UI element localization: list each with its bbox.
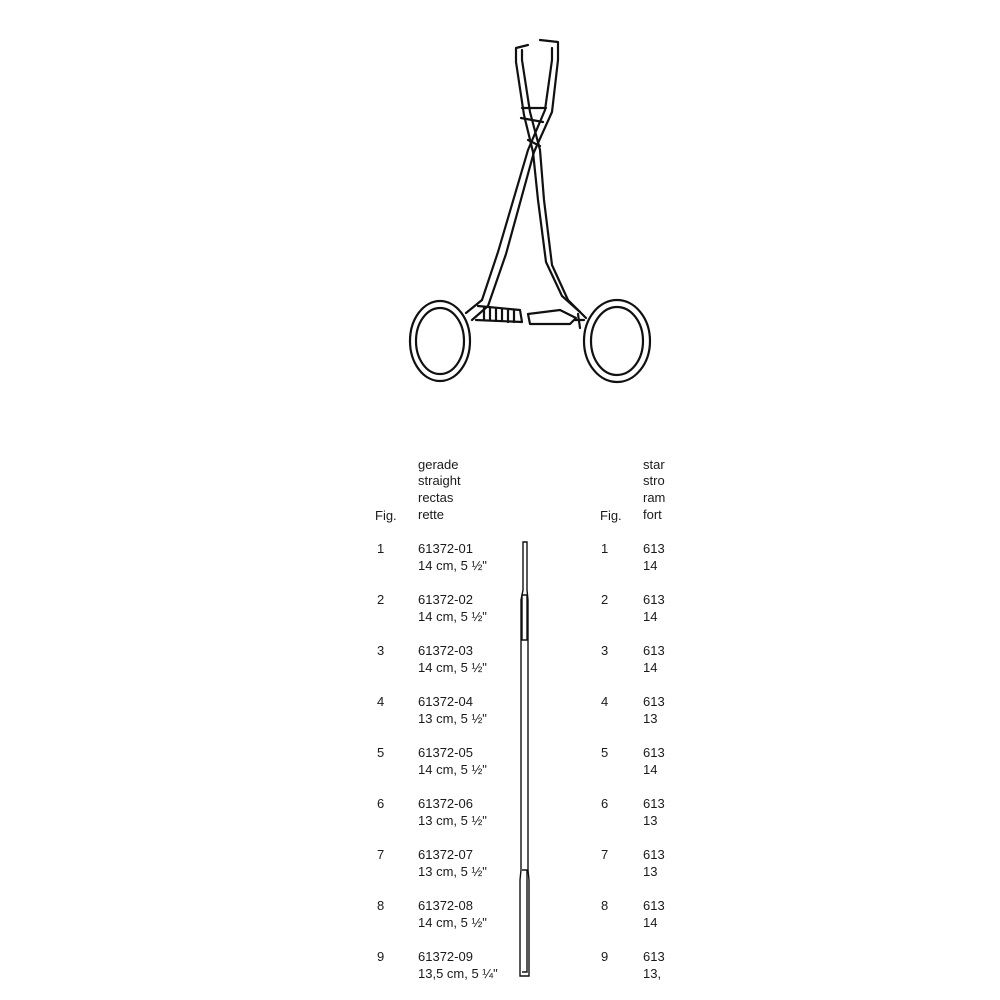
row-article-code-partial: 613 [643, 541, 665, 556]
row-fig-number: 7 [377, 847, 385, 862]
row-size-partial: 14 [643, 609, 658, 624]
heading-partial: star [643, 457, 665, 472]
row-fig-number: 8 [377, 898, 385, 913]
row-article-code-partial: 613 [643, 694, 665, 709]
row-article-code: 61372-03 [418, 643, 473, 658]
row-fig-number: 1 [377, 541, 385, 556]
heading-english: straight [418, 473, 461, 488]
heading-spanish: rectas [418, 490, 454, 505]
fig-header-right: Fig. [600, 508, 622, 523]
row-fig-number: 9 [377, 949, 385, 964]
heading-german: gerade [418, 457, 459, 472]
heading-partial: stro [643, 473, 665, 488]
heading-italian: rette [418, 507, 445, 522]
row-size-partial: 14 [643, 660, 658, 675]
row-article-code: 61372-04 [418, 694, 473, 709]
row-size-partial: 13, [643, 966, 662, 981]
row-size: 14 cm, 5 ½" [418, 609, 487, 624]
row-article-code: 61372-02 [418, 592, 473, 607]
row-article-code-partial: 613 [643, 847, 665, 862]
row-size-partial: 14 [643, 915, 658, 930]
clipped-right-column [643, 0, 668, 1000]
row-article-code-partial: 613 [643, 898, 665, 913]
row-fig-number-right: 9 [601, 949, 609, 964]
row-size-partial: 14 [643, 762, 658, 777]
row-size: 14 cm, 5 ½" [418, 762, 487, 777]
row-article-code: 61372-01 [418, 541, 473, 556]
row-size-partial: 13 [643, 864, 658, 879]
row-fig-number-right: 3 [601, 643, 609, 658]
row-size: 14 cm, 5 ½" [418, 558, 487, 573]
row-fig-number: 2 [377, 592, 385, 607]
row-fig-number: 4 [377, 694, 385, 709]
row-fig-number-right: 7 [601, 847, 609, 862]
row-article-code-partial: 613 [643, 592, 665, 607]
row-article-code: 61372-08 [418, 898, 473, 913]
row-size: 14 cm, 5 ½" [418, 660, 487, 675]
heading-partial: ram [643, 490, 666, 505]
row-size: 13,5 cm, 5 ¼" [418, 966, 498, 981]
fig-header: Fig. [375, 508, 397, 523]
row-article-code-partial: 613 [643, 745, 665, 760]
row-article-code: 61372-09 [418, 949, 473, 964]
heading-partial: fort [643, 507, 662, 522]
row-article-code: 61372-06 [418, 796, 473, 811]
row-size: 14 cm, 5 ½" [418, 915, 487, 930]
row-article-code-partial: 613 [643, 796, 665, 811]
row-fig-number-right: 8 [601, 898, 609, 913]
instrument-side-view [515, 540, 535, 980]
row-article-code: 61372-07 [418, 847, 473, 862]
row-fig-number-right: 4 [601, 694, 609, 709]
row-size: 13 cm, 5 ½" [418, 711, 487, 726]
row-fig-number-right: 5 [601, 745, 609, 760]
row-article-code-partial: 613 [643, 949, 665, 964]
row-size-partial: 13 [643, 711, 658, 726]
row-size-partial: 14 [643, 558, 658, 573]
row-article-code-partial: 613 [643, 643, 665, 658]
row-fig-number-right: 1 [601, 541, 609, 556]
row-size-partial: 13 [643, 813, 658, 828]
row-article-code: 61372-05 [418, 745, 473, 760]
row-fig-number: 5 [377, 745, 385, 760]
row-fig-number: 6 [377, 796, 385, 811]
row-fig-number: 3 [377, 643, 385, 658]
row-size: 13 cm, 5 ½" [418, 864, 487, 879]
row-fig-number-right: 2 [601, 592, 609, 607]
row-fig-number-right: 6 [601, 796, 609, 811]
row-size: 13 cm, 5 ½" [418, 813, 487, 828]
